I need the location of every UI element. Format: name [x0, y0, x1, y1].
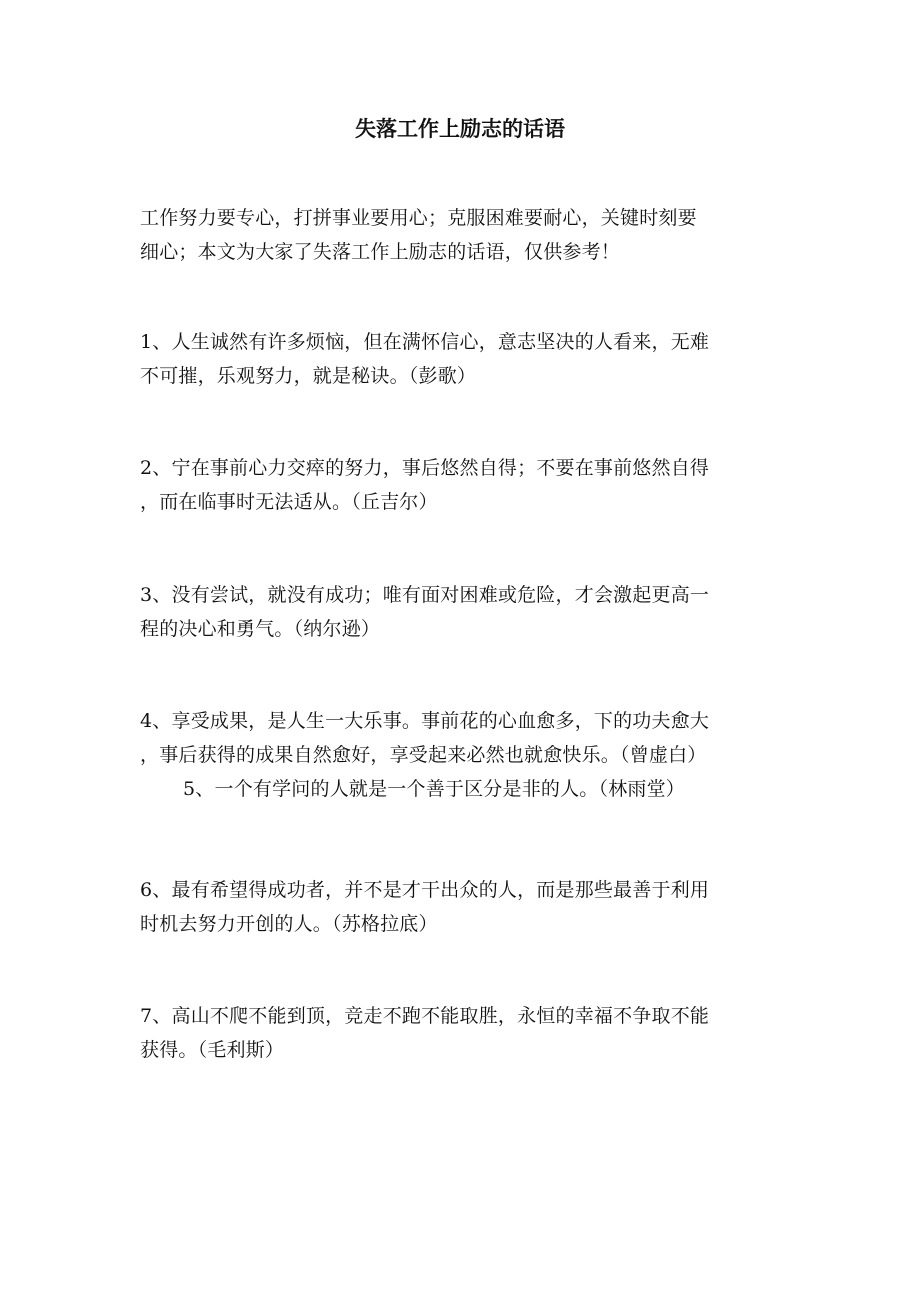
- quote-line: ，事后获得的成果自然愈好，享受起来必然也就愈快乐。（曾虚白）: [140, 744, 707, 766]
- intro-line: 细心；本文为大家了失落工作上励志的话语，仅供参考！: [140, 241, 621, 263]
- quote-line: 7、高山不爬不能到顶，竞走不跑不能取胜，永恒的幸福不争取不能: [140, 1005, 710, 1027]
- quote-line: 4、享受成果，是人生一大乐事。事前花的心血愈多，下的功夫愈大: [140, 710, 710, 732]
- quote-line: 不可摧，乐观努力，就是秘诀。（彭歌）: [140, 365, 477, 387]
- quote-6: [140, 873, 785, 941]
- quote-line: 程的决心和勇气。（纳尔逊）: [140, 618, 381, 640]
- quote-line: 1、人生诚然有许多烦恼，但在满怀信心，意志坚决的人看来，无难: [140, 331, 710, 353]
- intro-paragraph: [140, 201, 785, 269]
- quote-line: 3、没有尝试，就没有成功；唯有面对困难或危险，才会激起更高一: [140, 584, 710, 606]
- quote-line: 获得。（毛利斯）: [140, 1039, 285, 1061]
- intro-line: 工作努力要专心，打拼事业要用心；克服困难要耐心，关键时刻要: [140, 207, 697, 229]
- quote-line: 5、一个有学问的人就是一个善于区分是非的人。（林雨堂）: [183, 778, 685, 800]
- quote-line: 2、宁在事前心力交瘁的努力，事后悠然自得；不要在事前悠然自得: [140, 457, 710, 479]
- quote-4: [140, 704, 785, 806]
- quote-line: 时机去努力开创的人。（苏格拉底）: [140, 913, 438, 935]
- quote-1: [140, 325, 785, 393]
- quote-2: [140, 451, 785, 519]
- quote-line: ，而在临事时无法适从。（丘吉尔）: [140, 491, 438, 513]
- quote-line: 6、最有希望得成功者，并不是才干出众的人，而是那些最善于利用: [140, 879, 710, 901]
- quote-3: [140, 578, 785, 646]
- quote-7: [140, 999, 785, 1067]
- document-title: 失落工作上励志的话语: [355, 116, 565, 141]
